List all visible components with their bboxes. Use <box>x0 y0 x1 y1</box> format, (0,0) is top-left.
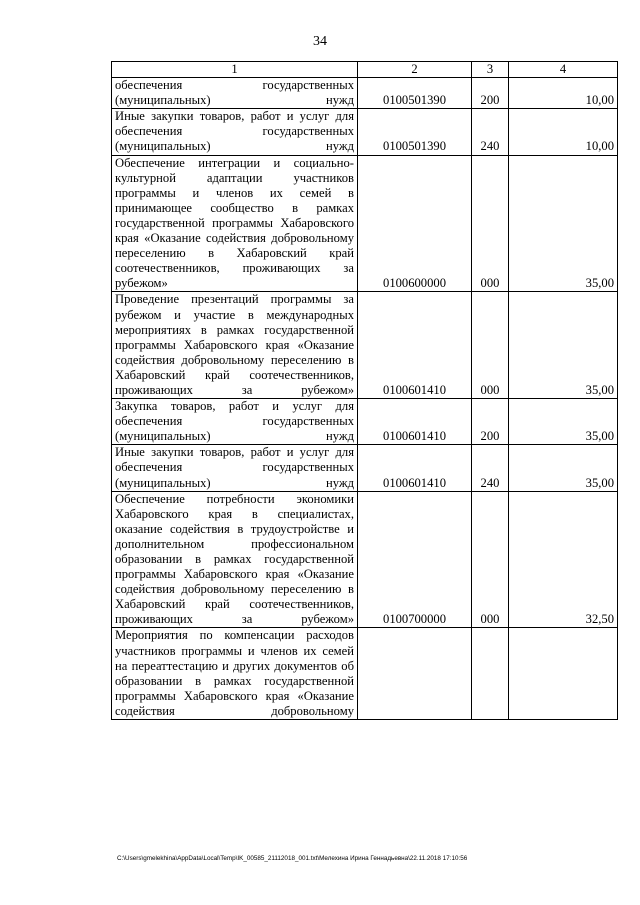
row-code: 0100601410 <box>358 445 472 491</box>
row-type: 200 <box>472 78 509 109</box>
row-amount: 35,00 <box>509 292 618 399</box>
row-amount: 32,50 <box>509 491 618 628</box>
table-row <box>112 491 618 628</box>
row-amount <box>509 628 618 720</box>
row-amount: 10,00 <box>509 109 618 155</box>
budget-table <box>111 61 618 720</box>
table-header-row <box>112 62 618 78</box>
row-amount: 35,00 <box>509 155 618 292</box>
table-row <box>112 445 618 491</box>
table-row <box>112 155 618 292</box>
table-row <box>112 399 618 445</box>
row-code: 0100700000 <box>358 491 472 628</box>
row-code: 0100601410 <box>358 292 472 399</box>
row-name: Закупка товаров, работ и услуг для обеспечения государственных (муниципальных) нужд <box>112 399 358 445</box>
table-row <box>112 292 618 399</box>
row-type: 000 <box>472 292 509 399</box>
row-code: 0100601410 <box>358 399 472 445</box>
row-code: 0100501390 <box>358 78 472 109</box>
row-type: 240 <box>472 109 509 155</box>
table-row <box>112 109 618 155</box>
row-code <box>358 628 472 720</box>
page-number: 34 <box>313 34 327 49</box>
row-type: 000 <box>472 491 509 628</box>
row-type: 000 <box>472 155 509 292</box>
file-path-footer: C:\Users\gmelekhina\AppData\Local\Temp\IK_00585_21112018_001.txt\Мелехина Ирина Геннадьевна\22.11.2018 17:10:56 <box>117 855 468 862</box>
header-col-3: 3 <box>472 62 509 78</box>
row-name: Иные закупки товаров, работ и услуг для обеспечения государственных (муниципальных) нужд <box>112 445 358 491</box>
row-name: Обеспечение потребности экономики Хабаровского края в специалистах, оказание содействия в трудоустройстве и дополнительном профессиональном образовании в рамках государственной программы Хабаровского края «Оказание содействия добровольному переселению в Хабаровский край соотечественников, проживающих за рубежом» <box>112 491 358 628</box>
row-amount: 35,00 <box>509 399 618 445</box>
header-col-1: 1 <box>112 62 358 78</box>
row-type: 200 <box>472 399 509 445</box>
row-name: Обеспечение интеграции и социально-культурной адаптации участников программы и членов их семей в принимающее сообщество в рамках государственной программы Хабаровского края «Оказание содействия добровольному переселению в Хабаровский край соотечественников, проживающих за рубежом» <box>112 155 358 292</box>
table-row <box>112 628 618 720</box>
row-type: 240 <box>472 445 509 491</box>
row-name: Проведение презентаций программы за рубежом и участие в международных мероприятиях в рамках государственной программы Хабаровского края «Оказание содействия добровольному переселению в Хабаровский край соотечественников, проживающих за рубежом» <box>112 292 358 399</box>
row-name: Мероприятия по компенсации расходов участников программы и членов их семей на переаттестацию и других документов об образовании в рамках государственной программы Хабаровского края «Оказание содействия добровольному <box>112 628 358 720</box>
header-col-2: 2 <box>358 62 472 78</box>
row-name: обеспечения государственных (муниципальных) нужд <box>112 78 358 109</box>
row-name: Иные закупки товаров, работ и услуг для обеспечения государственных (муниципальных) нужд <box>112 109 358 155</box>
table-row <box>112 78 618 109</box>
row-amount: 10,00 <box>509 78 618 109</box>
row-code: 0100501390 <box>358 109 472 155</box>
header-col-4: 4 <box>509 62 618 78</box>
row-amount: 35,00 <box>509 445 618 491</box>
row-code: 0100600000 <box>358 155 472 292</box>
row-type <box>472 628 509 720</box>
